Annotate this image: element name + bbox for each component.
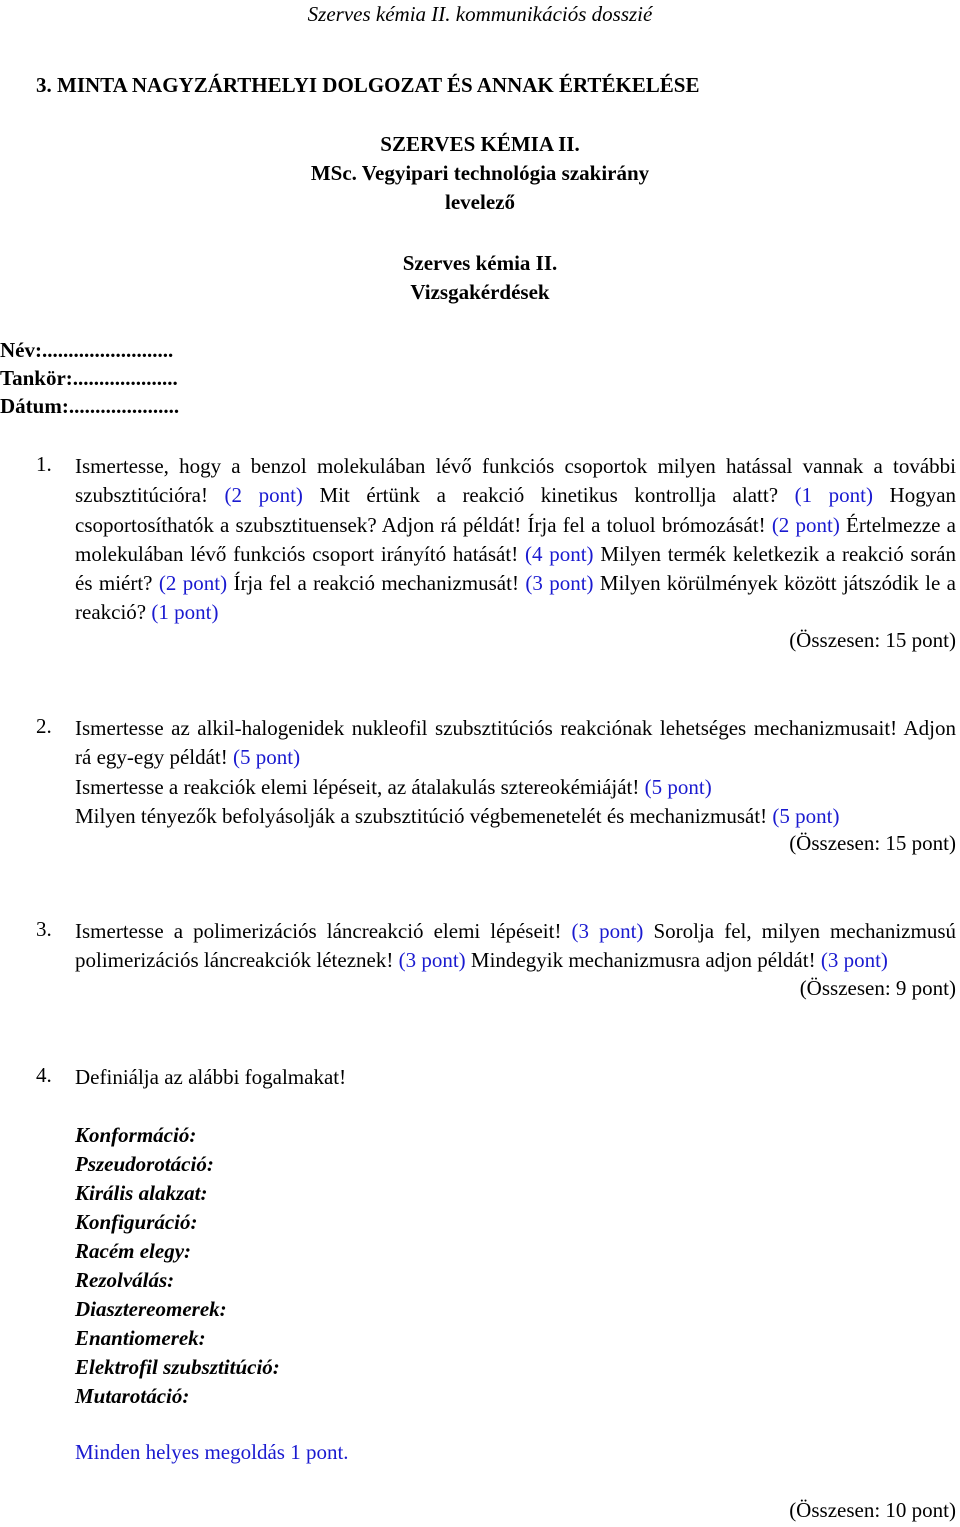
question-segment: Mindegyik mechanizmusra adjon példát! [465, 948, 821, 973]
term-item: Rezolválás: [75, 1268, 175, 1292]
question-number: 4. [36, 1063, 52, 1087]
points-label: (2 pont) [771, 512, 840, 537]
term-list [75, 1121, 280, 1411]
page-header: Szerves kémia II. kommunikációs dosszié [307, 2, 653, 26]
points-label: (1 pont) [794, 483, 873, 508]
question-segment: Ismertesse a polimerizációs láncreakció elemi lépéseit! [75, 919, 572, 943]
points-label: (1 pont) [151, 600, 219, 625]
exam-title-block [0, 249, 960, 307]
course-program: MSc. Vegyipari technológia szakirány [310, 161, 650, 185]
term-item: Konfiguráció: [75, 1210, 198, 1234]
name-field[interactable]: Név:......................... [0, 338, 174, 362]
term-item: Királis alakzat: [75, 1181, 208, 1205]
points-label: (5 pont) [644, 774, 712, 799]
question-segment: Sorolja fel, milyen mechanizmusú polimerizációs láncreakciók léteznek! [75, 919, 957, 973]
question-number: 1. [36, 452, 52, 476]
question-text [75, 714, 956, 831]
term-item: Racém elegy: [75, 1239, 192, 1263]
points-label: (3 pont) [571, 919, 644, 943]
points-label: (2 pont) [158, 571, 228, 596]
points-label: (2 pont) [224, 483, 303, 508]
question-segment: Milyen termék keletkezik a reakció során és miért? [75, 541, 956, 596]
question-number: 2. [36, 714, 52, 738]
term-item: Pszeudorotáció: [75, 1152, 214, 1176]
term-item: Mutarotáció: [75, 1384, 190, 1408]
question-text [75, 452, 956, 628]
scoring-note: Minden helyes megoldás 1 pont. [75, 1440, 349, 1464]
exam-type: Vizsgakérdések [410, 280, 550, 304]
question-total: (Összesen: 15 pont) [789, 627, 956, 652]
group-field[interactable]: Tankör:.................... [0, 366, 178, 390]
question-segment: Ismertesse az alkil-halogenidek nukleofil szubsztitúciós reakciónak lehetséges mechanizmusait! Adjon rá egy-egy példát! [75, 716, 956, 770]
question-segment: Milyen körülmények között játszódik le a reakció? [75, 571, 957, 625]
question-total: (Összesen: 15 pont) [789, 831, 956, 856]
points-label: (5 pont) [772, 803, 840, 828]
question-1 [36, 452, 956, 653]
course-title-block [0, 130, 960, 217]
question-4 [36, 1063, 956, 1092]
term-item: Elektrofil szubsztitúció: [75, 1355, 280, 1379]
question-2 [36, 714, 956, 856]
question-text [75, 917, 956, 976]
final-total: (Összesen: 10 pont) [789, 1498, 956, 1522]
question-segment: Definiálja az alábbi fogalmakat! [75, 1065, 347, 1089]
exam-subject: Szerves kémia II. [402, 251, 558, 275]
question-total: (Összesen: 9 pont) [799, 975, 956, 1000]
term-item: Diasztereomerek: [75, 1297, 227, 1321]
question-text [75, 1063, 956, 1092]
points-label: (3 pont) [820, 948, 888, 973]
question-number: 3. [36, 917, 52, 941]
course-name: SZERVES KÉMIA II. [380, 132, 580, 156]
section-title: 3. MINTA NAGYZÁRTHELYI DOLGOZAT ÉS ANNAK ÉRTÉKELÉSE [36, 73, 700, 97]
student-fields [0, 336, 179, 420]
question-3 [36, 917, 956, 1001]
date-field[interactable]: Dátum:..................... [0, 394, 180, 418]
points-label: (3 pont) [398, 948, 466, 973]
term-item: Konformáció: [75, 1123, 197, 1147]
question-segment: Mit értünk a reakció kinetikus kontrollja alatt? [302, 483, 795, 508]
course-mode: levelező [445, 190, 515, 214]
question-segment: Hogyan csoportosíthatók a szubsztituensek? Adjon rá példát! Írja fel a toluol brómozását! [75, 483, 957, 537]
question-segment: Ismertesse a reakciók elemi lépéseit, az átalakulás sztereokémiáját! [75, 774, 640, 799]
points-label: (5 pont) [233, 745, 301, 770]
question-segment: Írja fel a reakció mechanizmusát! [227, 571, 526, 596]
points-label: (4 pont) [524, 541, 594, 566]
question-segment: Ismertesse, hogy a benzol molekulában lévő funkciós csoportok milyen hatással vannak a további szubsztitúcióra! [75, 454, 956, 508]
question-segment: Értelmezze a molekulában lévő funkciós csoport irányító hatását! [75, 512, 956, 566]
points-label: (3 pont) [525, 571, 594, 596]
question-segment: Milyen tényezők befolyásolják a szubsztitúció végbemenetelét és mechanizmusát! [75, 803, 768, 828]
term-item: Enantiomerek: [75, 1326, 206, 1350]
